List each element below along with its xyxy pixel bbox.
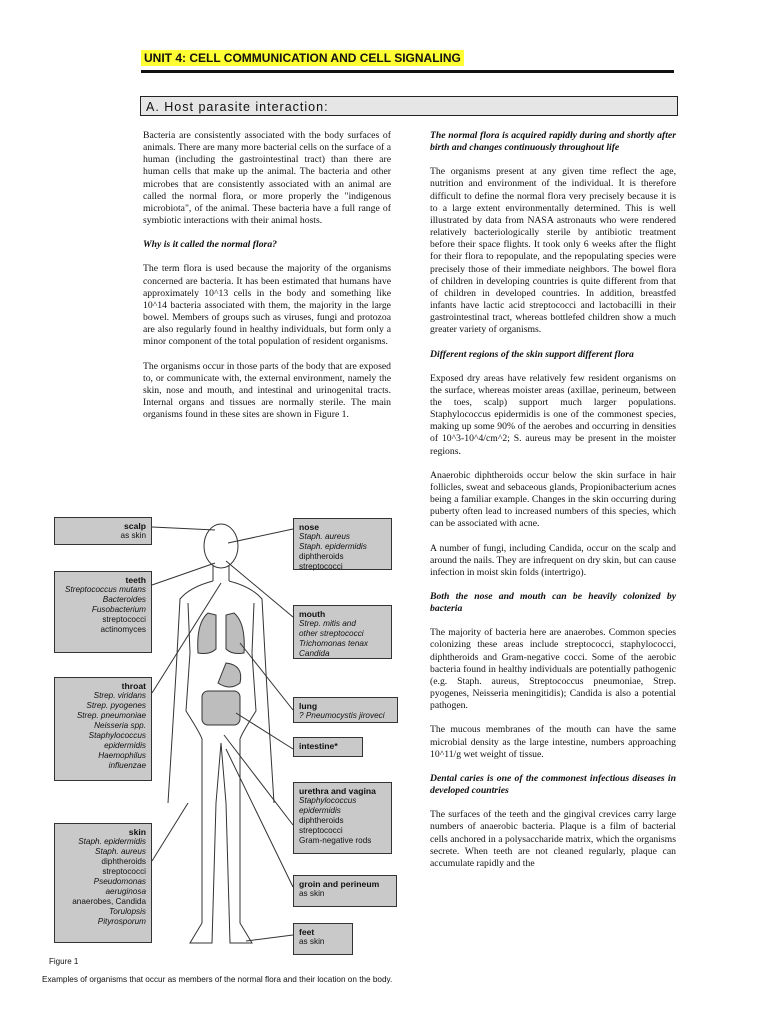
box-mouth xyxy=(293,605,392,659)
teeth-line xyxy=(152,563,215,585)
box-line: as skin xyxy=(120,531,146,540)
box-line: Bacteroides xyxy=(102,595,146,604)
left-lung xyxy=(198,613,216,654)
box-line: Staph. aureus xyxy=(95,847,146,856)
nose-line xyxy=(228,529,293,543)
paragraph: The surfaces of the teeth and the gingival crevices carry large numbers of anaerobic bacteria. Plaque is a film of bacterial cells anchored in a polysaccharide matrix, which the organisms secrete. When teeth are not cleaned regularly, plaque can accumulate rapidly and the xyxy=(430,809,676,869)
box-line: diphtheroids xyxy=(299,552,344,561)
paragraph: The organisms present at any given time reflect the age, nutrition and environment of the individual. It is therefore difficult to define the normal flora very precisely because it is to a large extent environmentally determined. This is well illustrated by data from NASA astronauts who were rendered relatively bacteriologically sterile by antibiotic treatment before their space flights. It took only 6 weeks after the flight for their flora to repopulate, and the repopulating species were precisely those of their immediate neighbors. The bowel flora of children in developing countries is quite different from that of children in developed countries. In addition, breastfed infants have lactic acid streptococci and lactobacilli in their gastrointestinal tract, whereas bottlefed children show a much greater variety of organisms. xyxy=(430,166,676,336)
box-line: Haemophilus xyxy=(98,751,146,760)
box-title: scalp xyxy=(124,521,146,531)
box-line: aeruginosa xyxy=(105,887,146,896)
paragraph: The organisms occur in those parts of the body that are exposed to, or communicate with, the external environment, namely the skin, nose and mouth, and intestinal and urinogenital tracts. Internal organs and tissues are normally sterile. The main organisms found in these sites are shown in Figure 1. xyxy=(143,360,391,421)
box-title: feet xyxy=(299,927,315,937)
title-rule xyxy=(141,70,674,73)
box-line: Staph. aureus xyxy=(299,532,350,541)
box-groin xyxy=(293,875,397,907)
box-line: Fusobacterium xyxy=(91,605,146,614)
box-line: Gram-negative rods xyxy=(299,836,372,845)
box-line: epidermidis xyxy=(104,741,146,750)
box-line: ? Pneumocystis jiroveci xyxy=(299,711,385,720)
box-line: Strep. viridans xyxy=(93,691,146,700)
box-title: teeth xyxy=(125,575,146,585)
box-line: streptococci xyxy=(102,615,146,624)
paragraph: Exposed dry areas have relatively few resident organisms on the surface, whereas moister areas (axillae, perineum, between the toes, scalp) support much larger populations. Staphylococcus epidermidis is one of the commonest species, making up some 90% of the aerobes and occurring in densities of 10^3-10^4/cm^2; S. aureus may be present in the moister regions. xyxy=(430,372,676,457)
box-title: lung xyxy=(299,701,318,711)
box-line: influenzae xyxy=(108,761,146,770)
box-line: streptococci xyxy=(299,562,343,571)
stomach xyxy=(218,663,241,687)
box-line: Neisseria spp. xyxy=(94,721,146,730)
box-title: urethra and vagina xyxy=(299,786,376,796)
box-line: Staph. epidermidis xyxy=(78,837,146,846)
box-title: nose xyxy=(299,522,320,532)
left-column xyxy=(143,130,391,433)
box-intestine xyxy=(293,737,363,757)
paragraph: Bacteria are consistently associated with the body surfaces of animals. There are many more bacterial cells on the surface of a human (including the gastrointestinal tract) than there are human cells that make up the animal. The bacteria and other microbes that are consistently associated with an animal are called the normal flora, or more properly the "indigenous microbiota", of the animal. These bacteria have a full range of symbiotic interactions with their animal hosts. xyxy=(143,130,391,227)
paragraph: The mucous membranes of the mouth can have the same microbial density as the large intestine, numbers approaching 10^11/g wet weight of tissue. xyxy=(430,724,676,760)
box-title: throat xyxy=(121,681,146,691)
right-lung xyxy=(226,613,244,654)
box-title: intestine* xyxy=(299,741,338,751)
urethra-line xyxy=(224,735,293,825)
box-line: streptococci xyxy=(102,867,146,876)
box-line: Staph. epidermidis xyxy=(299,542,367,551)
figure-caption: Examples of organisms that occur as members of the normal flora and their location on the body. xyxy=(42,975,393,984)
box-line: as skin xyxy=(299,937,325,946)
box-throat xyxy=(54,677,152,781)
torso-legs-outline xyxy=(186,603,256,943)
section-heading: A. Host parasite interaction: xyxy=(140,96,678,116)
box-line: Trichomonas tenax xyxy=(299,639,369,648)
box-line: diphtheroids xyxy=(299,816,344,825)
box-teeth xyxy=(54,571,152,653)
paragraph: A number of fungi, including Candida, occur on the scalp and around the nails. They are infrequent on dry skin, but can cause infection in moist skin folds (intertrigo). xyxy=(430,542,676,578)
box-line: anaerobes, Candida xyxy=(72,897,146,906)
box-feet xyxy=(293,923,353,955)
box-line: actinomyces xyxy=(100,625,146,634)
box-line: other streptococci xyxy=(299,629,364,638)
box-line: Strep. pneumoniae xyxy=(76,711,146,720)
subheading: Different regions of the skin support different flora xyxy=(430,348,634,360)
feet-line xyxy=(246,935,293,941)
skin-line xyxy=(152,803,188,861)
box-line: Strep. mitis and xyxy=(299,619,356,628)
box-scalp xyxy=(54,517,152,545)
subheading: Both the nose and mouth can be heavily colonized by bacteria xyxy=(430,591,676,615)
mouth-line xyxy=(226,561,293,617)
intestine-line xyxy=(236,713,293,749)
box-title: groin and perineum xyxy=(299,879,380,889)
box-title: mouth xyxy=(299,609,326,619)
groin-line xyxy=(226,749,293,887)
scalp-line xyxy=(152,527,215,530)
box-line: Streptococcus mutans xyxy=(64,585,146,594)
paragraph: Anaerobic diphtheroids occur below the skin surface in hair follicles, sweat and sebaceous glands, Propionibacterium acnes being a familiar example. Changes in the skin occurring during puberty often lead to increased numbers of this species, which can be associated with acne. xyxy=(430,469,676,530)
box-line: Pseudomonas xyxy=(93,877,146,886)
head-outline xyxy=(204,524,238,568)
unit-title: UNIT 4: CELL COMMUNICATION AND CELL SIGNALING xyxy=(141,50,464,66)
box-line: Pityrosporum xyxy=(97,917,146,926)
box-line: as skin xyxy=(299,889,325,898)
box-line: Candida xyxy=(299,649,330,658)
paragraph: The term flora is used because the majority of the organisms concerned are bacteria. It has been estimated that humans have approximately 10^13 cells in the body and something like 10^14 bacteria associated with them, the majority in the large bowel. Members of groups such as viruses, fungi and protozoa are also regularly found in healthy individuals, but form only a minor component of the total population of resident organisms. xyxy=(143,263,391,348)
box-line: Staphylococcus xyxy=(299,796,357,805)
box-line: diphtheroids xyxy=(101,857,146,866)
box-line: Torulopsis xyxy=(108,907,146,916)
box-line: epidermidis xyxy=(299,806,341,815)
box-line: Staphylococcus xyxy=(88,731,146,740)
intestines xyxy=(202,691,240,725)
figure-label: Figure 1 xyxy=(49,957,79,966)
subheading: Why is it called the normal flora? xyxy=(143,239,278,251)
box-title: skin xyxy=(128,827,146,837)
box-nose xyxy=(293,518,392,570)
box-urethra xyxy=(293,782,392,854)
subheading: Dental caries is one of the commonest infectious diseases in developed countries xyxy=(430,772,676,797)
lung-line xyxy=(240,643,293,710)
subheading: The normal flora is acquired rapidly during and shortly after birth and changes continuously throughout life xyxy=(430,130,676,154)
box-skin xyxy=(54,823,152,943)
right-column xyxy=(430,130,676,882)
box-lung xyxy=(293,697,398,723)
box-line: Strep. pyogenes xyxy=(86,701,146,710)
box-line: streptococci xyxy=(299,826,343,835)
paragraph: The majority of bacteria here are anaerobes. Common species colonizing these areas include streptococci, staphylococci, diphtheroids and Gram-negative cocci. Some of the aerobic bacteria found in healthy individuals are potentially pathogenic (e.g. Staph. aureus, Streptococcus pneumoniae, Strep. pyogenes, Neisseria meningitidis); Candida is also a potential pathogen. xyxy=(430,627,676,712)
figure-1 xyxy=(40,503,412,965)
